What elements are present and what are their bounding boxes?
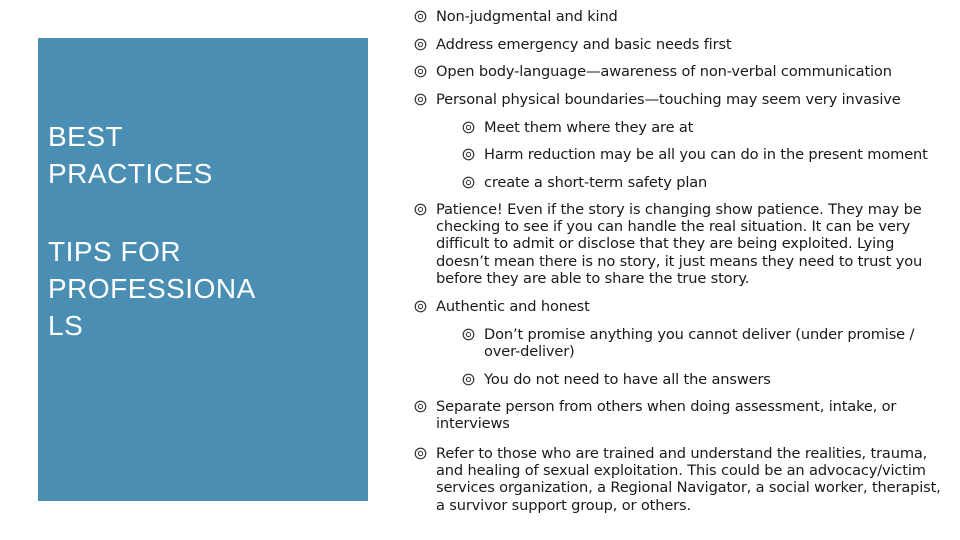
bullet-text: Open body-language—awareness of non-verbal communication [436, 63, 892, 80]
bullet-text: Address emergency and basic needs first [436, 36, 732, 53]
target-circle-icon [414, 65, 427, 78]
target-circle-icon [414, 93, 427, 106]
bullet-text: You do not need to have all the answers [484, 371, 771, 388]
list-item [414, 201, 950, 287]
list-item [414, 298, 950, 315]
list-item [414, 445, 950, 514]
target-circle-icon [462, 148, 475, 161]
bullet-text: Non-judgmental and kind [436, 8, 618, 25]
bullet-text: Refer to those who are trained and understand the realities, trauma, and healing of sexual exploitation. This could be an advocacy/victim services organization, a Regional Navigator, a social worker, therapist, a survivor support group, or others. [436, 445, 941, 514]
target-circle-icon [462, 373, 475, 386]
bullet-text: Patience! Even if the story is changing show patience. They may be checking to see if you can handle the real situation. It can be very difficult to admit or disclose that they are being exploited. Lying doesn’t mean there is no story, it just means they need to trust you before they are able to share the true story. [436, 201, 923, 287]
list-item [414, 8, 950, 25]
list-item [462, 146, 950, 163]
list-item [414, 398, 950, 432]
slide-subtitle: TIPS FOR PROFESSIONA LS [48, 236, 256, 341]
target-circle-icon [414, 447, 427, 460]
list-item [414, 36, 950, 53]
target-circle-icon [414, 203, 427, 216]
target-circle-icon [414, 300, 427, 313]
bullet-text: Separate person from others when doing assessment, intake, or interviews [436, 398, 897, 433]
list-item [414, 91, 950, 108]
list-item [462, 119, 950, 136]
bullet-text: Personal physical boundaries—touching may seem very invasive [436, 91, 901, 108]
list-item [414, 63, 950, 80]
list-item [462, 174, 950, 191]
bullet-text: Harm reduction may be all you can do in the present moment [484, 146, 928, 163]
target-circle-icon [414, 38, 427, 51]
list-item [462, 326, 950, 360]
bullet-text: Don’t promise anything you cannot deliver (under promise / over-deliver) [484, 326, 915, 361]
target-circle-icon [462, 176, 475, 189]
target-circle-icon [462, 328, 475, 341]
bullet-text: Authentic and honest [436, 298, 590, 315]
bullet-text: create a short-term safety plan [484, 174, 708, 191]
slide-title: BEST PRACTICES [48, 121, 213, 189]
bullet-text: Meet them where they are at [484, 119, 694, 136]
target-circle-icon [414, 10, 427, 23]
target-circle-icon [414, 400, 427, 413]
target-circle-icon [462, 121, 475, 134]
list-item [462, 371, 950, 388]
